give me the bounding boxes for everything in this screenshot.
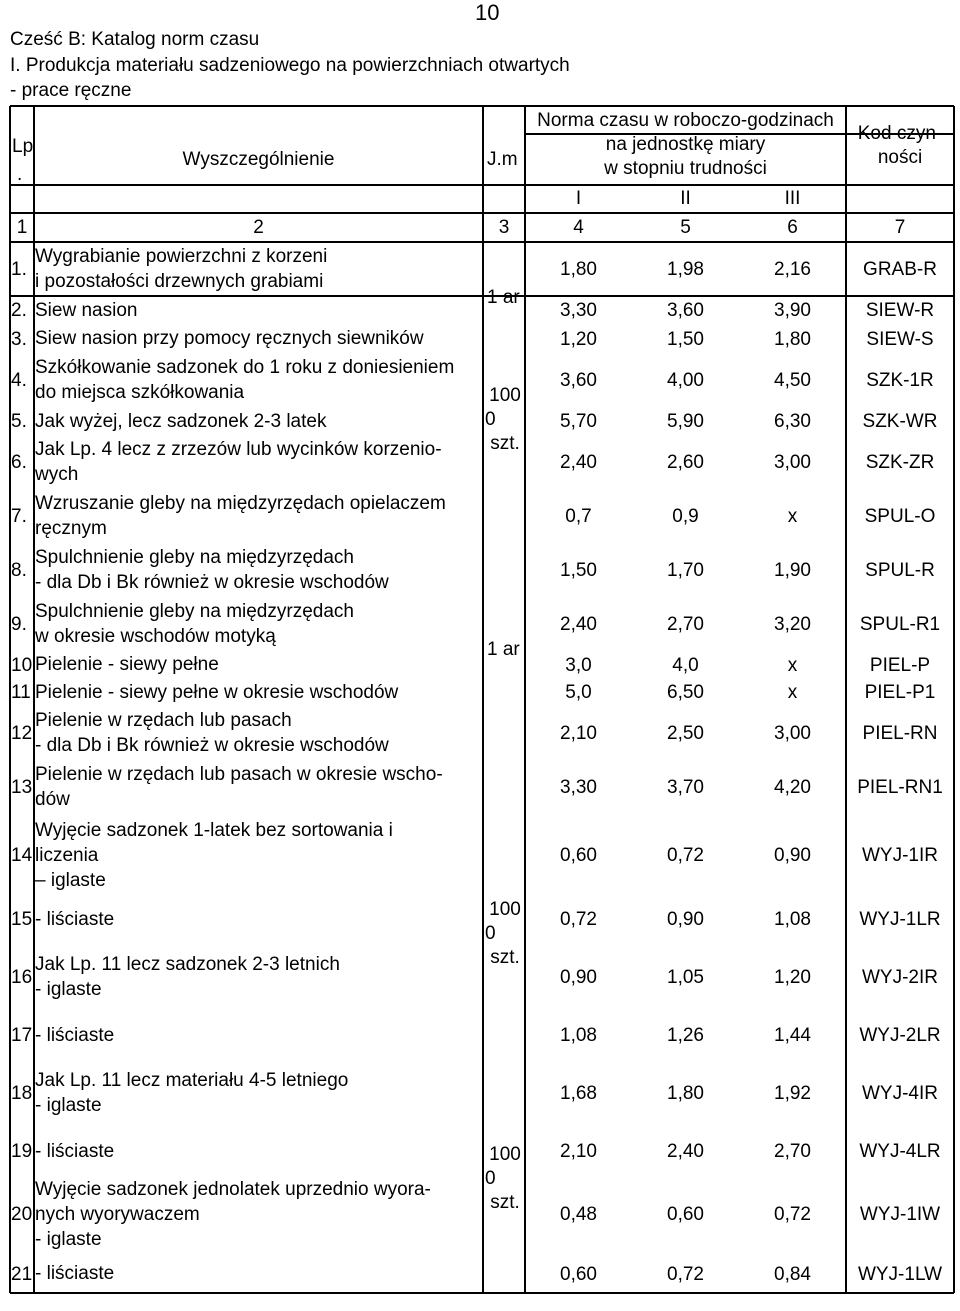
row-value-difficulty-2: 6,50 xyxy=(667,682,704,703)
code-header-line2: ności xyxy=(877,147,923,168)
row-lp: 10 xyxy=(11,654,33,676)
col-desc-header: Wyszczególnienie xyxy=(182,149,335,170)
row-activity-code: SIEW-R xyxy=(865,300,935,321)
row-description-line: Wzruszanie gleby na międzyrzędach opielaczem xyxy=(35,493,446,514)
row-activity-code: SZK-ZR xyxy=(865,452,935,473)
row-value-difficulty-3: 0,84 xyxy=(774,1263,811,1285)
col-lp-header-dot: . xyxy=(17,164,23,185)
row-description-line: Wyjęcie sadzonek jednolatek uprzednio wyora- xyxy=(35,1178,431,1200)
row-value-difficulty-2: 3,60 xyxy=(667,300,704,321)
unit-label-4-line2: 0 xyxy=(485,923,496,944)
row-value-difficulty-1: 0,48 xyxy=(560,1204,597,1225)
row-value-difficulty-2: 2,70 xyxy=(667,614,704,635)
row-value-difficulty-3: x xyxy=(787,654,798,676)
row-value-difficulty-1: 1,20 xyxy=(560,328,597,350)
row-activity-code: SZK-1R xyxy=(866,370,934,391)
row-description-line: Spulchnienie gleby na międzyrzędach xyxy=(35,547,354,568)
unit-label-2-line2: 0 xyxy=(485,409,496,430)
col-code-header xyxy=(846,122,954,170)
unit-label-5-line2: 0 xyxy=(485,1168,496,1189)
row-description-line: Jak Lp. 4 lecz z zrzezów lub wycinków korzenio- xyxy=(35,439,442,460)
row-value-difficulty-2: 0,72 xyxy=(667,845,704,866)
row-value-difficulty-2: 1,50 xyxy=(667,328,704,350)
row-description-line: Pielenie w rzędach lub pasach w okresie wscho- xyxy=(35,764,443,785)
row-activity-code: SPUL-O xyxy=(864,506,936,527)
row-activity-code: WYJ-2LR xyxy=(859,1025,941,1046)
row-value-difficulty-2: 0,72 xyxy=(667,1263,704,1285)
unit-label-5 xyxy=(485,1143,525,1215)
row-value-difficulty-1: 0,90 xyxy=(560,967,597,988)
row-value-difficulty-1: 1,08 xyxy=(560,1025,597,1046)
row-value-difficulty-3: 1,20 xyxy=(774,967,811,988)
row-activity-code: WYJ-4LR xyxy=(859,1141,941,1162)
col-number-7: 7 xyxy=(894,217,906,238)
row-activity-code: WYJ-2IR xyxy=(862,967,938,988)
row-value-difficulty-2: 4,0 xyxy=(672,654,699,676)
row-lp: 16 xyxy=(11,967,33,988)
row-description-line: i pozostałości drzewnych grabiami xyxy=(35,271,324,292)
unit-label-5-line3: szt. xyxy=(490,1192,520,1213)
row-lp: 11 xyxy=(11,682,31,703)
row-description-line: – iglaste xyxy=(35,869,106,891)
unit-label-4 xyxy=(485,898,525,970)
code-header-line1: Kod czyn- xyxy=(857,123,943,144)
row-value-difficulty-2: 1,05 xyxy=(667,967,704,988)
row-activity-code: WYJ-1IR xyxy=(862,845,938,866)
row-value-difficulty-3: 3,00 xyxy=(774,452,811,473)
unit-label-5-line1: 100 xyxy=(489,1144,521,1165)
row-activity-code: SPUL-R xyxy=(865,560,935,581)
row-value-difficulty-2: 1,26 xyxy=(667,1025,704,1046)
row-value-difficulty-3: 0,90 xyxy=(774,845,811,866)
row-lp: 14 xyxy=(11,845,33,866)
row-description-line: - iglaste xyxy=(35,979,102,1000)
row-lp: 9. xyxy=(11,614,27,635)
section-title: I. Produkcja materiału sadzeniowego na powierzchniach otwartych xyxy=(10,55,570,76)
row-lp: 1. xyxy=(11,259,27,280)
row-lp: 12 xyxy=(11,723,33,744)
row-activity-code: SPUL-R1 xyxy=(859,614,941,635)
row-lp: 8. xyxy=(11,560,27,581)
row-value-difficulty-1: 0,72 xyxy=(560,909,597,930)
row-value-difficulty-3: 1,80 xyxy=(774,328,811,350)
row-description-line: Jak Lp. 11 lecz sadzonek 2-3 letnich xyxy=(35,954,340,975)
unit-label-2-line3: szt. xyxy=(490,433,520,454)
row-value-difficulty-3: 3,20 xyxy=(774,614,811,635)
col-number-4: 4 xyxy=(573,217,584,238)
row-value-difficulty-2: 2,40 xyxy=(667,1141,704,1162)
row-description-line: nych wyorywaczem xyxy=(35,1203,200,1225)
subsection-title: - prace ręczne xyxy=(10,80,132,101)
row-lp: 21 xyxy=(11,1263,33,1285)
row-activity-code: PIEL-P xyxy=(869,654,931,676)
row-activity-code: GRAB-R xyxy=(863,259,937,280)
row-value-difficulty-3: x xyxy=(787,682,798,703)
row-value-difficulty-1: 0,60 xyxy=(560,845,597,866)
row-value-difficulty-2: 3,70 xyxy=(667,777,704,798)
row-value-difficulty-3: 3,90 xyxy=(774,300,811,321)
col-norm-header xyxy=(525,109,846,181)
col-number-5: 5 xyxy=(680,217,691,238)
row-value-difficulty-1: 3,30 xyxy=(560,300,597,321)
row-description-line: Wygrabianie powierzchni z korzeni xyxy=(35,246,328,267)
row-value-difficulty-1: 5,0 xyxy=(565,682,592,703)
row-description-line: do miejsca szkółkowania xyxy=(35,382,245,403)
row-value-difficulty-1: 2,10 xyxy=(560,723,597,744)
col-number-1: 1 xyxy=(16,217,28,238)
row-description-line: ręcznym xyxy=(35,518,107,539)
row-activity-code: WYJ-1LW xyxy=(857,1263,943,1285)
row-value-difficulty-2: 1,80 xyxy=(667,1083,704,1104)
unit-label-3: 1 ar xyxy=(487,639,520,660)
row-value-difficulty-1: 1,68 xyxy=(560,1083,597,1104)
row-description-line: - liściaste xyxy=(35,908,115,930)
row-description-line: Wyjęcie sadzonek 1-latek bez sortowania i xyxy=(35,819,393,841)
row-description-line: wych xyxy=(35,464,79,485)
row-lp: 5. xyxy=(11,411,27,432)
norm-header-line1: Norma czasu w roboczo-godzinach xyxy=(537,110,834,131)
row-activity-code: PIEL-RN xyxy=(862,723,938,744)
unit-label-1: 1 ar xyxy=(487,287,520,308)
row-value-difficulty-2: 1,98 xyxy=(667,259,704,280)
row-value-difficulty-3: 2,70 xyxy=(774,1141,811,1162)
row-value-difficulty-1: 2,10 xyxy=(560,1141,597,1162)
col-number-2: 2 xyxy=(253,217,264,238)
row-value-difficulty-2: 5,90 xyxy=(667,411,704,432)
row-lp: 20 xyxy=(11,1204,33,1225)
difficulty-2-header: II xyxy=(680,188,691,209)
row-value-difficulty-3: 4,20 xyxy=(774,777,811,798)
row-value-difficulty-3: 2,16 xyxy=(774,259,811,280)
row-value-difficulty-1: 1,80 xyxy=(560,259,597,280)
row-value-difficulty-2: 4,00 xyxy=(667,370,704,391)
row-lp: 15 xyxy=(11,909,33,930)
row-activity-code: PIEL-RN1 xyxy=(857,777,943,798)
norm-header-line3: w stopniu trudności xyxy=(604,158,767,179)
row-description-line: - liściaste xyxy=(35,1263,115,1284)
norm-header-line2: na jednostkę miary xyxy=(605,134,766,155)
col-number-6: 6 xyxy=(787,217,798,238)
row-description-line: - dla Db i Bk również w okresie wschodów xyxy=(35,572,389,593)
row-value-difficulty-3: 1,90 xyxy=(774,560,811,581)
row-description-line: Jak Lp. 11 lecz materiału 4-5 letniego xyxy=(35,1070,349,1091)
row-lp: 18 xyxy=(11,1083,33,1104)
row-description-line: Jak wyżej, lecz sadzonek 2-3 latek xyxy=(35,410,327,432)
row-value-difficulty-1: 3,0 xyxy=(565,654,592,676)
row-value-difficulty-2: 0,9 xyxy=(672,506,699,527)
row-description-line: - liściaste xyxy=(35,1024,115,1046)
row-description-line: - iglaste xyxy=(35,1095,102,1116)
row-lp: 4. xyxy=(11,370,27,391)
row-description-line: Siew nasion xyxy=(35,299,138,321)
row-description-line: Szkółkowanie sadzonek do 1 roku z doniesieniem xyxy=(35,357,455,378)
col-jm-header: J.m xyxy=(487,149,518,170)
difficulty-1-header: I xyxy=(575,188,582,209)
row-value-difficulty-1: 2,40 xyxy=(560,452,597,473)
row-value-difficulty-3: 3,00 xyxy=(774,723,811,744)
row-activity-code: SZK-WR xyxy=(862,411,938,432)
row-activity-code: PIEL-P1 xyxy=(864,682,936,703)
row-description-line: liczenia xyxy=(35,844,99,866)
row-lp: 3. xyxy=(11,328,27,350)
row-description-line: w okresie wschodów motyką xyxy=(35,626,276,647)
row-description-line: Pielenie - siewy pełne xyxy=(35,654,219,675)
row-value-difficulty-1: 0,60 xyxy=(560,1263,597,1285)
row-value-difficulty-2: 0,60 xyxy=(667,1204,704,1225)
row-value-difficulty-3: 1,08 xyxy=(774,909,811,930)
row-lp: 13 xyxy=(11,777,33,798)
row-value-difficulty-3: 1,92 xyxy=(774,1083,811,1104)
row-value-difficulty-2: 2,50 xyxy=(667,723,704,744)
row-value-difficulty-1: 2,40 xyxy=(560,614,597,635)
row-value-difficulty-3: x xyxy=(787,506,798,527)
row-lp: 2. xyxy=(11,300,27,321)
row-description-line: dów xyxy=(35,789,70,810)
row-value-difficulty-2: 0,90 xyxy=(667,909,704,930)
row-activity-code: WYJ-1LR xyxy=(859,909,941,930)
row-value-difficulty-1: 1,50 xyxy=(560,560,597,581)
row-value-difficulty-2: 1,70 xyxy=(667,560,704,581)
row-value-difficulty-1: 5,70 xyxy=(560,411,597,432)
unit-label-2-line1: 100 xyxy=(489,385,521,406)
row-value-difficulty-3: 0,72 xyxy=(774,1204,811,1225)
row-value-difficulty-3: 4,50 xyxy=(774,370,811,391)
row-description-line: - iglaste xyxy=(35,1228,102,1250)
row-activity-code: WYJ-4IR xyxy=(862,1083,938,1104)
row-activity-code: SIEW-S xyxy=(866,328,934,350)
row-value-difficulty-1: 3,30 xyxy=(560,777,597,798)
row-value-difficulty-1: 3,60 xyxy=(560,370,597,391)
row-description-line: - liściaste xyxy=(35,1140,115,1162)
row-lp: 7. xyxy=(11,506,27,527)
row-value-difficulty-1: 0,7 xyxy=(565,506,592,527)
row-value-difficulty-3: 6,30 xyxy=(774,411,811,432)
row-description-line: Pielenie - siewy pełne w okresie wschodów xyxy=(35,681,399,703)
page-number: 10 xyxy=(475,0,500,25)
part-title: Cześć B: Katalog norm czasu xyxy=(10,29,260,50)
row-value-difficulty-2: 2,60 xyxy=(667,452,704,473)
row-activity-code: WYJ-1IW xyxy=(859,1204,941,1225)
unit-label-4-line3: szt. xyxy=(490,947,520,968)
row-value-difficulty-3: 1,44 xyxy=(774,1025,811,1046)
row-description-line: Siew nasion przy pomocy ręcznych siewników xyxy=(35,328,424,349)
row-lp: 6. xyxy=(11,452,27,473)
col-lp-header: Lp xyxy=(12,136,34,157)
col-number-3: 3 xyxy=(498,217,510,238)
unit-label-4-line1: 100 xyxy=(489,899,521,920)
row-lp: 19 xyxy=(11,1141,33,1162)
row-description-line: - dla Db i Bk również w okresie wschodów xyxy=(35,735,389,756)
row-description-line: Spulchnienie gleby na międzyrzędach xyxy=(35,601,354,622)
row-description-line: Pielenie w rzędach lub pasach xyxy=(35,710,292,731)
row-lp: 17 xyxy=(11,1025,33,1046)
difficulty-3-header: III xyxy=(784,188,801,209)
unit-label-2 xyxy=(485,384,525,456)
